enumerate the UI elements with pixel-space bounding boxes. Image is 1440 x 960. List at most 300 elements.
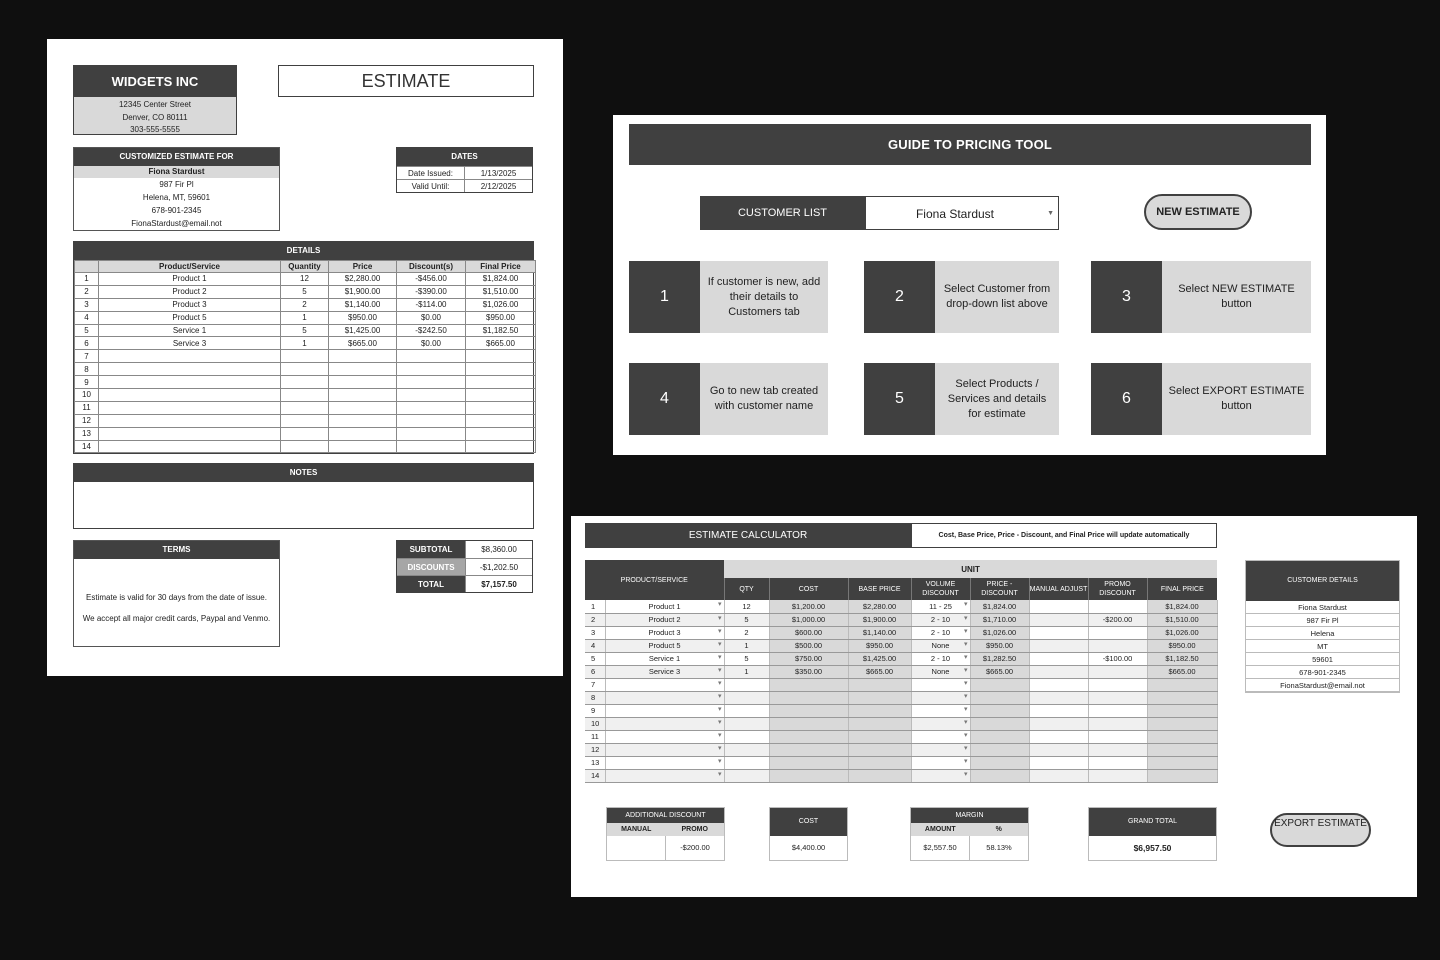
dropdown-cell[interactable] [605, 769, 724, 782]
step-text: Select EXPORT ESTIMATE button [1162, 363, 1311, 435]
table-cell[interactable] [329, 440, 397, 453]
table-cell[interactable] [99, 350, 281, 363]
dropdown-cell[interactable]: Product 5 ▾ [605, 639, 724, 652]
table-cell[interactable]: $0.00 [397, 311, 466, 324]
dropdown-cell[interactable] [605, 691, 724, 704]
table-cell[interactable] [99, 376, 281, 389]
table-cell[interactable]: 1 [724, 665, 769, 678]
table-cell[interactable]: $950.00 [466, 311, 536, 324]
details-col-header: Discount(s) [397, 261, 466, 273]
table-cell[interactable] [329, 350, 397, 363]
table-cell[interactable] [397, 401, 466, 414]
table-cell[interactable] [1088, 730, 1147, 743]
table-cell: $1,425.00 [848, 652, 911, 665]
product-service-header: PRODUCT/SERVICE [585, 560, 724, 600]
customer-details-box [1245, 560, 1400, 693]
table-cell[interactable] [329, 401, 397, 414]
table-cell[interactable] [281, 401, 329, 414]
table-cell[interactable] [466, 427, 536, 440]
dropdown-cell[interactable]: Product 2 ▾ [605, 613, 724, 626]
table-cell: $1,026.00 [1147, 626, 1217, 639]
table-cell [1147, 704, 1217, 717]
table-cell[interactable] [1088, 639, 1147, 652]
table-cell[interactable] [466, 363, 536, 376]
dropdown-cell[interactable]: None ▾ [911, 665, 970, 678]
table-cell[interactable] [99, 389, 281, 402]
table-cell: $665.00 [848, 665, 911, 678]
customer-header: CUSTOMIZED ESTIMATE FOR [74, 148, 279, 166]
row-number: 14 [585, 769, 605, 782]
row-number: 12 [75, 414, 99, 427]
dropdown-cell[interactable] [605, 756, 724, 769]
subtotal-label: SUBTOTAL [397, 541, 465, 558]
calculator-col-header: PRICE - DISCOUNT [970, 578, 1029, 600]
table-cell[interactable]: 1 [281, 311, 329, 324]
row-number: 6 [75, 337, 99, 350]
table-cell [848, 756, 911, 769]
dropdown-cell[interactable] [911, 730, 970, 743]
table-cell[interactable] [466, 389, 536, 402]
table-cell: $950.00 [970, 639, 1029, 652]
export-estimate-button[interactable] [1270, 813, 1371, 847]
table-cell[interactable] [1029, 691, 1088, 704]
dropdown-cell[interactable]: 11 - 25 ▾ [911, 600, 970, 613]
table-cell[interactable] [466, 414, 536, 427]
guide-sheet [613, 115, 1326, 455]
table-cell: $750.00 [769, 652, 848, 665]
table-cell[interactable] [724, 743, 769, 756]
table-cell: $1,200.00 [769, 600, 848, 613]
row-number: 13 [585, 756, 605, 769]
step-number: 6 [1091, 363, 1162, 435]
row-number: 6 [585, 665, 605, 678]
guide-step-3 [1091, 261, 1311, 333]
details-col-header: Final Price [466, 261, 536, 273]
table-cell: $600.00 [769, 626, 848, 639]
dropdown-cell[interactable]: 2 - 10 ▾ [911, 613, 970, 626]
subtotal-row [397, 541, 532, 558]
table-cell [970, 704, 1029, 717]
table-cell[interactable] [466, 376, 536, 389]
table-cell: $1,282.50 [970, 652, 1029, 665]
dropdown-cell[interactable] [911, 717, 970, 730]
table-row [75, 324, 536, 337]
table-cell[interactable]: $665.00 [329, 337, 397, 350]
table-row [585, 639, 1217, 652]
table-cell[interactable] [397, 440, 466, 453]
table-cell[interactable]: 2 [281, 298, 329, 311]
chevron-down-icon[interactable]: ▼ [1047, 210, 1054, 217]
table-row [75, 298, 536, 311]
table-cell[interactable]: $1,140.00 [329, 298, 397, 311]
row-number: 4 [585, 639, 605, 652]
table-cell[interactable]: $0.00 [397, 337, 466, 350]
table-cell[interactable] [724, 678, 769, 691]
guide-step-6 [1091, 363, 1311, 435]
dropdown-cell[interactable]: Product 1 ▾ [605, 600, 724, 613]
margin-pct-value: 58.13% [969, 836, 1028, 860]
table-cell[interactable] [1088, 600, 1147, 613]
table-cell[interactable] [1029, 639, 1088, 652]
table-cell[interactable] [1088, 665, 1147, 678]
totals-box [396, 540, 533, 593]
table-cell[interactable] [99, 440, 281, 453]
cost-values [770, 836, 847, 860]
table-cell [1147, 717, 1217, 730]
table-cell: $1,026.00 [970, 626, 1029, 639]
dropdown-cell[interactable] [911, 691, 970, 704]
customer-list-label: CUSTOMER LIST [700, 196, 865, 230]
table-cell[interactable]: 2 [724, 626, 769, 639]
table-cell[interactable]: $1,425.00 [329, 324, 397, 337]
table-cell[interactable] [329, 414, 397, 427]
table-cell[interactable] [397, 376, 466, 389]
table-cell [970, 730, 1029, 743]
calculator-col-header: BASE PRICE [848, 578, 911, 600]
details-header-row [75, 261, 536, 273]
table-cell: $1,824.00 [1147, 600, 1217, 613]
table-cell[interactable] [724, 717, 769, 730]
table-cell[interactable] [1029, 704, 1088, 717]
table-cell [848, 769, 911, 782]
details-col-header: Price [329, 261, 397, 273]
margin-values [911, 836, 1028, 860]
table-row [75, 401, 536, 414]
table-cell[interactable] [1088, 704, 1147, 717]
table-cell[interactable]: -$242.50 [397, 324, 466, 337]
dropdown-cell[interactable] [605, 717, 724, 730]
margin-header: MARGIN [911, 808, 1028, 823]
table-cell[interactable]: 5 [724, 613, 769, 626]
dropdown-cell[interactable]: 2 - 10 ▾ [911, 626, 970, 639]
manual-discount-input[interactable] [607, 836, 665, 860]
step-number: 1 [629, 261, 700, 333]
row-number: 7 [585, 678, 605, 691]
table-cell: $1,000.00 [769, 613, 848, 626]
table-cell[interactable] [1088, 756, 1147, 769]
table-cell[interactable]: 12 [724, 600, 769, 613]
table-cell[interactable] [329, 389, 397, 402]
table-cell [970, 756, 1029, 769]
dropdown-cell[interactable]: Product 3 ▾ [605, 626, 724, 639]
calculator-col-header: PROMO DISCOUNT [1088, 578, 1147, 600]
table-cell[interactable] [1029, 743, 1088, 756]
row-number: 1 [75, 273, 99, 286]
dates-header: DATES [397, 148, 532, 166]
table-cell[interactable] [397, 427, 466, 440]
table-cell[interactable]: $1,182.50 [466, 324, 536, 337]
notes-field[interactable] [74, 482, 533, 528]
row-number: 11 [75, 401, 99, 414]
table-cell [769, 743, 848, 756]
table-cell[interactable] [1029, 600, 1088, 613]
table-row [75, 440, 536, 453]
customer-list-dropdown[interactable] [865, 196, 1059, 230]
table-cell[interactable]: -$200.00 [1088, 613, 1147, 626]
margin-pct-label: % [995, 826, 1002, 833]
customer-street: 987 Fir Pl [159, 180, 194, 189]
step-number: 3 [1091, 261, 1162, 333]
margin-amount-value: $2,557.50 [923, 843, 957, 852]
company-name: WIDGETS INC [74, 66, 236, 97]
step-text: If customer is new, add their details to Customers tab [700, 261, 828, 333]
company-info [73, 65, 237, 135]
step-text: Select Customer from drop-down list above [935, 261, 1059, 333]
table-cell[interactable] [1088, 678, 1147, 691]
dropdown-cell[interactable] [911, 678, 970, 691]
table-cell[interactable] [329, 427, 397, 440]
table-cell[interactable]: Product 2 [99, 285, 281, 298]
table-cell[interactable] [1029, 756, 1088, 769]
step-text: Go to new tab created with customer name [700, 363, 828, 435]
table-cell: $665.00 [1147, 665, 1217, 678]
row-number: 11 [585, 730, 605, 743]
details-col-header [75, 261, 99, 273]
table-cell[interactable] [281, 376, 329, 389]
cost-box [769, 807, 848, 861]
table-cell[interactable] [1088, 769, 1147, 782]
table-cell[interactable] [99, 414, 281, 427]
table-cell[interactable]: 1 [281, 337, 329, 350]
table-row [585, 743, 1217, 756]
dropdown-cell[interactable] [605, 730, 724, 743]
table-cell [769, 769, 848, 782]
table-cell[interactable] [1029, 652, 1088, 665]
table-row [75, 273, 536, 286]
customer-detail-row: Helena [1246, 627, 1399, 640]
table-cell[interactable]: Product 3 [99, 298, 281, 311]
table-cell[interactable] [466, 350, 536, 363]
table-cell[interactable] [397, 363, 466, 376]
manual-label: MANUAL [621, 826, 652, 833]
row-number: 8 [585, 691, 605, 704]
table-cell [769, 678, 848, 691]
customer-details-header: CUSTOMER DETAILS [1246, 561, 1399, 601]
table-cell [848, 691, 911, 704]
dropdown-cell[interactable] [911, 704, 970, 717]
dropdown-cell[interactable]: None ▾ [911, 639, 970, 652]
valid-until-value[interactable]: 2/12/2025 [480, 182, 517, 191]
table-cell[interactable]: Service 1 [99, 324, 281, 337]
customer-detail-row: MT [1246, 640, 1399, 653]
table-cell [848, 743, 911, 756]
table-cell[interactable]: $1,900.00 [329, 285, 397, 298]
table-cell[interactable] [1029, 626, 1088, 639]
table-cell[interactable]: 5 [281, 285, 329, 298]
table-cell[interactable] [724, 756, 769, 769]
row-number: 2 [75, 285, 99, 298]
cost-header: COST [770, 808, 847, 836]
table-cell: $1,510.00 [1147, 613, 1217, 626]
table-cell: $350.00 [769, 665, 848, 678]
table-cell[interactable] [1088, 626, 1147, 639]
table-cell[interactable]: $665.00 [466, 337, 536, 350]
row-number: 9 [75, 376, 99, 389]
additional-discount-subheader [607, 823, 724, 836]
row-number: 12 [585, 743, 605, 756]
grand-total-values [1089, 836, 1216, 860]
dropdown-cell[interactable]: 2 - 10 ▾ [911, 652, 970, 665]
table-row [585, 717, 1217, 730]
table-cell[interactable] [1029, 613, 1088, 626]
table-cell[interactable] [99, 427, 281, 440]
step-number: 4 [629, 363, 700, 435]
table-row [75, 376, 536, 389]
guide-step-2 [864, 261, 1059, 333]
row-number: 5 [75, 324, 99, 337]
table-cell[interactable] [397, 350, 466, 363]
table-cell[interactable]: 5 [724, 652, 769, 665]
table-row [75, 285, 536, 298]
customer-detail-row: Fiona Stardust [1246, 601, 1399, 614]
table-cell[interactable] [724, 691, 769, 704]
table-cell[interactable] [724, 704, 769, 717]
table-cell[interactable] [1088, 717, 1147, 730]
table-cell[interactable]: Product 1 [99, 273, 281, 286]
step-text: Select NEW ESTIMATE button [1162, 261, 1311, 333]
table-row [75, 389, 536, 402]
table-cell[interactable]: $2,280.00 [329, 273, 397, 286]
dropdown-cell[interactable] [911, 769, 970, 782]
table-row [585, 665, 1217, 678]
table-cell [848, 704, 911, 717]
dropdown-cell[interactable] [911, 743, 970, 756]
table-cell [1147, 691, 1217, 704]
terms-line: Estimate is valid for 30 days from the date of issue. [86, 593, 267, 602]
table-cell[interactable]: 5 [281, 324, 329, 337]
table-cell [848, 717, 911, 730]
company-city: Denver, CO 80111 [122, 112, 188, 122]
dropdown-cell[interactable]: Service 3 ▾ [605, 665, 724, 678]
table-cell[interactable] [1088, 691, 1147, 704]
dropdown-cell[interactable]: Service 1 ▾ [605, 652, 724, 665]
table-cell[interactable] [1029, 665, 1088, 678]
customer-detail-row: FionaStardust@email.not [1246, 679, 1399, 692]
guide-title: GUIDE TO PRICING TOOL [629, 124, 1311, 165]
promo-discount-value[interactable]: -$200.00 [665, 836, 724, 860]
table-cell[interactable] [281, 440, 329, 453]
table-cell[interactable] [281, 350, 329, 363]
additional-discount-header: ADDITIONAL DISCOUNT [607, 808, 724, 823]
grand-total-value: $6,957.50 [1133, 843, 1172, 853]
details-table [74, 260, 536, 453]
estimate-title: ESTIMATE [278, 65, 534, 97]
calculator-sheet [571, 516, 1417, 897]
customer-detail-row: 59601 [1246, 653, 1399, 666]
calculator-col-header: COST [769, 578, 848, 600]
table-cell[interactable]: $950.00 [329, 311, 397, 324]
dropdown-cell[interactable] [911, 756, 970, 769]
date-issued-value[interactable]: 1/13/2025 [480, 169, 517, 178]
table-cell[interactable] [397, 414, 466, 427]
customer-selected-value: Fiona Stardust [915, 207, 995, 221]
table-cell [1147, 743, 1217, 756]
table-cell[interactable]: Product 5 [99, 311, 281, 324]
dropdown-cell[interactable] [605, 678, 724, 691]
table-cell[interactable] [329, 363, 397, 376]
table-cell[interactable]: -$390.00 [397, 285, 466, 298]
table-cell [1147, 769, 1217, 782]
table-cell[interactable] [99, 401, 281, 414]
table-cell[interactable]: -$100.00 [1088, 652, 1147, 665]
table-cell[interactable] [1088, 743, 1147, 756]
row-number: 13 [75, 427, 99, 440]
guide-step-5 [864, 363, 1059, 435]
table-cell [769, 717, 848, 730]
row-number: 3 [585, 626, 605, 639]
estimate-sheet [47, 39, 563, 676]
table-cell: $1,140.00 [848, 626, 911, 639]
additional-discount-values [607, 836, 724, 860]
row-number: 10 [585, 717, 605, 730]
table-cell[interactable] [99, 363, 281, 376]
terms-line: We accept all major credit cards, Paypal and Venmo. [82, 614, 271, 623]
grand-total-box [1088, 807, 1217, 861]
table-cell[interactable] [466, 440, 536, 453]
table-cell[interactable] [1029, 769, 1088, 782]
table-cell[interactable]: -$456.00 [397, 273, 466, 286]
table-cell: $1,710.00 [970, 613, 1029, 626]
table-row [585, 600, 1217, 613]
new-estimate-button[interactable]: NEW ESTIMATE [1144, 194, 1252, 230]
table-cell[interactable] [397, 389, 466, 402]
table-cell[interactable]: 12 [281, 273, 329, 286]
table-cell[interactable] [281, 363, 329, 376]
table-cell[interactable] [281, 389, 329, 402]
table-cell [970, 743, 1029, 756]
row-number: 3 [75, 298, 99, 311]
table-cell[interactable] [281, 427, 329, 440]
table-cell[interactable] [1029, 730, 1088, 743]
valid-until-label: Valid Until: [397, 180, 465, 192]
table-row [75, 337, 536, 350]
table-cell[interactable]: $1,510.00 [466, 285, 536, 298]
customer-phone: 678-901-2345 [151, 206, 202, 215]
table-cell[interactable] [1029, 678, 1088, 691]
row-number: 14 [75, 440, 99, 453]
discounts-label: DISCOUNTS [397, 559, 465, 575]
dropdown-cell[interactable] [605, 704, 724, 717]
table-cell[interactable] [329, 376, 397, 389]
notes-box [73, 463, 534, 529]
terms-box [73, 540, 280, 647]
table-cell: $1,824.00 [970, 600, 1029, 613]
table-cell[interactable]: Service 3 [99, 337, 281, 350]
table-cell[interactable] [1029, 717, 1088, 730]
details-col-header: Quantity [281, 261, 329, 273]
table-cell[interactable]: $1,026.00 [466, 298, 536, 311]
cost-value: $4,400.00 [791, 843, 826, 852]
step-number: 5 [864, 363, 935, 435]
customer-name: Fiona Stardust [74, 166, 279, 178]
table-cell[interactable]: 1 [724, 639, 769, 652]
table-cell [970, 691, 1029, 704]
margin-subheader [911, 823, 1028, 836]
table-row [585, 678, 1217, 691]
table-cell[interactable] [281, 414, 329, 427]
table-cell[interactable] [466, 401, 536, 414]
promo-label: PROMO [681, 826, 708, 833]
table-cell[interactable] [724, 730, 769, 743]
dropdown-cell[interactable] [605, 743, 724, 756]
table-row [585, 691, 1217, 704]
table-cell[interactable] [724, 769, 769, 782]
table-cell[interactable]: -$114.00 [397, 298, 466, 311]
table-cell[interactable]: $1,824.00 [466, 273, 536, 286]
row-number: 4 [75, 311, 99, 324]
table-row [585, 769, 1217, 782]
table-row [585, 613, 1217, 626]
